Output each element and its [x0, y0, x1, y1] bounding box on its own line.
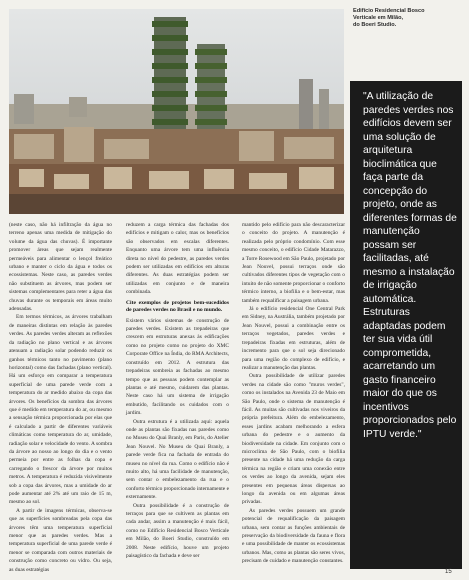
page-number: 15 — [445, 569, 452, 575]
caption-line-1: Edifício Residencial Bosco — [353, 8, 425, 14]
paragraph: Outra estrutura é a utilizada aqui: aquela onde as plantas são fixadas nas paredes como no Museu do Quai Branly, em Paris, do Atelier Jean Nouvel. No Museu do Quai Branly, a parede verde fica na fachada de entrada do museu no nível da rua. Como o edifício não é muito alto, há uma facilidade de manutenção, sem contar o embelezamento da rua e o conforto térmico proporcionado internamente e externamente. — [126, 418, 229, 501]
text-column-3 — [242, 221, 345, 566]
paragraph: Já o edifício residencial One Central Park em Sidney, na Austrália, também projetado por Jean Nouvel, possui a combinação entre os terraços vegetados, paredes verdes e trepadeiras fixadas em estruturas, além de incremento para que o sol seja direcionado para uma região do complexo de edifício, e realizar a manutenção das plantas. — [242, 306, 345, 371]
caption-line-3: do Boeri Studio. — [353, 22, 397, 28]
city-photo-illustration — [9, 9, 344, 214]
paragraph: (neste caso, não há infiltração da água no terreno apenas uma medida de mitigação do volume da água das chuvas). É importante promover áreas que sejam realmente permeáveis para alimentar o lençol freático urbano e manter o ciclo da água e todos os ecossistemas. Neste caso, as paredes verdes não substituem as árvores, mas podem ser sistemas complementares para reter a água das chuvas durante os temporais em áreas muito adensadas. — [9, 222, 112, 313]
photo-caption — [353, 8, 463, 29]
text-column-1 — [9, 221, 112, 574]
photo-bosco-verticale — [9, 9, 344, 214]
paragraph: reduzem a carga térmica das fachadas dos edifícios e mitigam o calor, mas os benefícios são observados em escalas diferentes. Enquanto uma árvore tem uma influência direta no nível do pedestre, as paredes verdes podem ser utilizadas em edifícios em alturas diferentes. As duas estratégias podem ser utilizadas em conjunto e de maneira combinada. — [126, 222, 229, 296]
paragraph: A partir de imagens térmicas, observa-se que as superfícies sombreadas pela copa das árvores têm uma temperatura superficial menor que as paredes verdes. Mas a temperatura superficial de uma parede verde é menor se comparada com outros materiais de construção como concreto ou vidro. Ou seja, as duas estratégias — [9, 507, 112, 573]
interview-question-heading: Cite exemplos de projetos bem-sucedidos de paredes verdes no Brasil e no mundo. — [126, 299, 229, 314]
paragraph: mantido pelo edifício para não descaracterizar o conceito do projeto. A manutenção é realizada pelo próprio condomínio. Com esse mesmo conceito, o edifício Cidade Matarazzo, a Torre Rosewood em São Paulo, projetado por Jean Nouvel, possui terraços onde são cultivados diferentes tipos de vegetação com o intuito de não somente proporcionar o conforto térmico interno, a biofilia e o bem-estar, mas também requalificar a paisagem urbana. — [242, 222, 345, 304]
paragraph: Existem vários sistemas de construção de paredes verdes. Existem as trepadeiras que crescem em estruturas anexas às edificações como no projeto como no projeto do XMC Corporate Office na Índia, do RMA Architects, construído em 2012. A estrutura das trepadeiras sombreia as fachadas ao mesmo tempo que as pessoas podem contemplar as plantas e até mesmo, cuidarem das plantas. Neste caso há um sistema de irrigação embutido, facilitando os cuidados com o jardim. — [126, 317, 229, 417]
text-column-2 — [126, 221, 229, 560]
paragraph: Outra possibilidade de utilizar paredes verdes na cidade são como "muros verdes", como os instalados na Avenida 23 de Maio em São Paulo, onde o sistema de manutenção é fácil. As muitas são cultivadas nos viveiros da própria prefeitura. Além do embelezamento, esses jardins acabam melhorando a esfera urbana do pedestre e o aumento da biodiversidade na cidade. Em conjunto com o microclima de São Paulo, com o biofilia presente na cidade há uma redução da carga térmica na região e criam uma conexão entre os verdes ao longo da avenida, sejam eles presentes em pequenas áreas dispersas ao longo da avenida ou em algumas áreas privadas. — [242, 373, 345, 506]
paragraph: Em termos térmicos, as árvores trabalham de maneiras distintas em relação às paredes verdes. As paredes verdes alteram as reflexões da radiação no plano vertical e as árvores atenuam a radiação solar podendo reduzir os ganhos térmicos tanto no pavimento (plano horizontal) como das fachadas (plano vertical). Há um esforço em comparar a temperatura superficial de uma parede verde com a temperatura do ar medido abaixo da copa das árvores. Os benefícios da sombra das árvores que é medido em temperatura do ar, ou mesmo a sensação térmica proporcionada por elas que é calculado a partir de diferentes variáveis climáticas como temperatura do ar, umidade, radiação solar e velocidade do vento. A sombra da árvore ao nosso ao longo do dia e o vento permeia por entre as folhas da copa e carregando o frescor da árvore por muitos metros. A temperatura é reduzida visivelmente sob a copa das árvores, mas a umidade do ar pode aumentar até 2% até um raio de 15 m, mesmo ao sol. — [9, 314, 112, 506]
paragraph: As paredes verdes possuem um grande potencial de requalificação da paisagem urbana, sem contar as funções ambientais de preservação da biodiversidade da fauna e flora e uma possibilidade de manter os ecossistemas urbanos. Mas, como as plantas são seres vivos, precisam de cuidado e manutenção constantes. — [242, 507, 345, 565]
pull-quote-text: "A utilização de paredes verdes nos edifícios devem ser uma solução de arquitetura bioclimática que faça parte da concepção do projeto, onde as diferentes formas de manutenção possam ser facilitadas, até mesmo a instalação de irrigação automática. Estruturas adaptadas podem ter sua vida útil comprometida, acarretando um gasto financeiro maior do que os incentivos proporcionados pelo IPTU verde." — [363, 91, 457, 440]
paragraph: Outra possibilidade é a construção de terraços para que se cultivem as plantas em cada andar, assim a manutenção é mais fácil, como no Edifício Residencial Bosco Verticale em Milão, do Boeri Studio, construído em 2008. Neste edifício, houve um projeto paisagístico da fachada e deve ser — [126, 502, 229, 560]
caption-line-2: Verticale em Milão, — [353, 15, 404, 21]
